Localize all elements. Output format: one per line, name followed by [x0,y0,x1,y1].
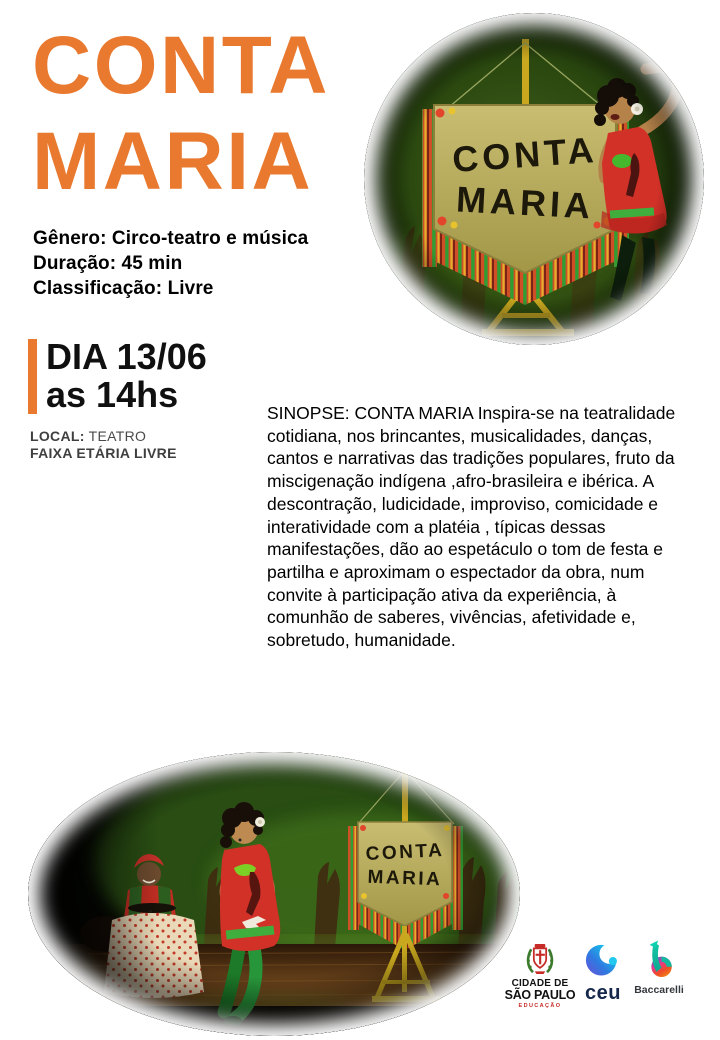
location-value: TEATRO [88,428,147,444]
location-label: LOCAL: [30,428,85,444]
poster-title [32,18,330,210]
sp-logo-line3: EDUCAÇÃO [518,1003,562,1009]
logo-sao-paulo [502,942,578,1010]
schedule-date: DIA 13/06 [46,336,207,377]
stage-photo-scene-bottom [28,752,520,1036]
ceu-logo-label: ceu [585,982,621,1004]
baccarelli-bird-icon [642,938,676,982]
synopsis-text: SINOPSE: CONTA MARIA Inspira-se na teatralidade cotidiana, nos brincantes, musicalidades, danças, cantos e narrativas das tradições populares, fruto da miscigenação indígena ,afro-brasileira e ibérica. A descontração, ludicidade, improviso, comicidade e interatividade com a platéia , típicas dessas manifestações, dão ao espetáculo o tom de festa e partilha e aproximam o espectador da obra, num convite à participação ativa da experiência, à comunhão de saberes, vivências, afetividade e, sobretudo, humanidade. [267,403,676,651]
baccarelli-logo-label: Baccarelli [634,984,684,996]
meta-duration: Duração: 45 min [33,253,183,274]
photo-bottom-oval [28,752,520,1036]
sao-paulo-crest-icon [525,942,555,976]
schedule-block [46,338,207,414]
stage-photo-scene-top [364,13,704,345]
photo-top-oval [364,13,704,345]
sp-logo-line2: SÃO PAULO [504,988,576,1002]
schedule-time: as 14hs [46,374,179,415]
logo-ceu [582,941,624,1003]
date-accent-bar [28,339,37,414]
sp-logo-line1: CIDADE DE [511,978,569,989]
location-line [30,428,177,445]
meta-genre: Gênero: Circo-teatro e música [33,228,309,249]
show-meta [33,226,308,301]
age-rating: FAIXA ETÁRIA LIVRE [30,444,177,461]
logo-baccarelli [628,938,690,996]
location-block [30,428,177,461]
title-line-1: CONTA [32,20,330,111]
ceu-crescent-icon [585,941,621,983]
title-line-2: MARIA [32,116,314,207]
meta-rating: Classificação: Livre [33,278,214,299]
